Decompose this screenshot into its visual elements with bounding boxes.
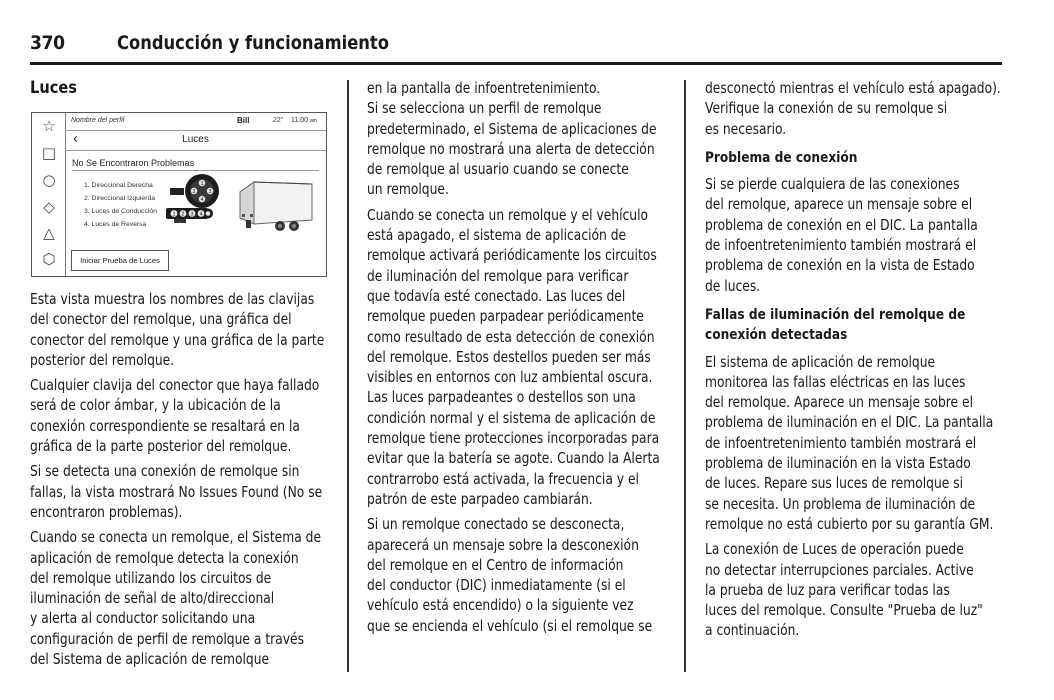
text-line: fallas, la vista mostrará No Issues Found (No se xyxy=(30,482,323,501)
pin-label: 1 xyxy=(200,181,204,187)
text-line: Esta vista muestra los nombres de las clavijas xyxy=(30,290,315,308)
pin-item: 2. Direccional Izquierda xyxy=(84,195,156,202)
text-line: que se encienda el vehículo (si el remolque se xyxy=(367,616,653,635)
text-line: aparecerá un mensaje sobre la desconexión xyxy=(367,535,639,554)
heading-connection-problem xyxy=(705,148,1005,168)
text-line: es necesario. xyxy=(705,119,787,138)
signal-indicator: Bill xyxy=(237,116,250,125)
pin-label: 2 xyxy=(192,189,196,195)
flat-connector xyxy=(166,208,213,223)
pin-item: 1. Direccional Derecha xyxy=(84,182,153,189)
figure-title-bar xyxy=(65,130,326,151)
profile-name: Nombre del perfil xyxy=(71,117,125,124)
connector-graphic xyxy=(162,174,322,244)
text-line: Cualquier clavija del conector que haya fallado xyxy=(30,376,320,395)
text-line: predeterminado, el Sistema de aplicaciones de xyxy=(367,119,657,138)
figure-status-bar xyxy=(65,113,326,131)
text-line: El sistema de aplicación de remolque xyxy=(705,352,936,371)
text-line: será de color ámbar, y la ubicación de la xyxy=(30,396,281,415)
triangle-icon: △ xyxy=(43,224,55,242)
column-3-text xyxy=(705,78,1005,641)
text-line: del conector del remolque, una gráfica del xyxy=(30,310,292,329)
text-line: que todavía esté conectado. Las luces del xyxy=(367,286,626,305)
figure-sidebar xyxy=(32,113,66,276)
status-message: No Se Encontraron Problemas xyxy=(72,158,195,168)
text-line: se necesita. Un problema de iluminación de xyxy=(705,494,976,513)
text-line: vehículo está encendido) o la siguiente vez xyxy=(367,596,634,615)
paragraph xyxy=(367,205,667,509)
pin-label: 4 xyxy=(199,211,203,218)
text-line: del remolque. Estos destellos pueden ser más xyxy=(367,347,651,366)
text-line: luces del remolque. Consulte "Prueba de luz" xyxy=(705,601,983,620)
circle-icon: ○ xyxy=(42,171,56,189)
text-line: visibles en entornos con luz ambiental oscura. xyxy=(367,368,653,387)
page-number: 370 xyxy=(30,32,65,54)
text-line: de infoentretenimiento también mostrará el xyxy=(705,433,977,452)
text-line: Si se pierde cualquiera de las conexiones xyxy=(705,175,960,194)
figure-rule xyxy=(72,170,319,171)
pin-label: 3 xyxy=(208,189,212,195)
text-line: Cuando se conecta un remolque, el Sistema de xyxy=(30,528,322,547)
paragraph xyxy=(705,78,1005,139)
text-line: gráfica de la parte posterior del remolque. xyxy=(30,437,292,456)
infotainment-screen-figure xyxy=(31,112,327,277)
text-line: del remolque en el Centro de información xyxy=(367,555,624,574)
diamond-icon: ◇ xyxy=(43,198,55,216)
text-line: del remolque utilizando los circuitos de xyxy=(30,568,272,587)
screen-title: Luces xyxy=(182,134,209,145)
text-line: de remolque al usuario cuando se conecte xyxy=(367,160,629,179)
hexagon-icon: ⬡ xyxy=(42,250,56,268)
pin-label: 4 xyxy=(200,197,204,203)
section-title: Luces xyxy=(30,78,78,98)
paragraph xyxy=(30,527,330,669)
text-line: Verifique la conexión de su remolque si xyxy=(705,99,948,118)
text-line: un remolque. xyxy=(367,180,449,199)
text-line: conexión detectadas xyxy=(705,327,848,344)
text-line: de iluminación del remolque para verificar xyxy=(367,266,629,285)
paragraph xyxy=(30,375,330,456)
column-1 xyxy=(30,78,330,674)
text-line: monitorea las fallas eléctricas en las luces xyxy=(705,372,966,391)
column-3 xyxy=(705,78,1005,646)
text-line: remolque pueden parpadear periódicamente xyxy=(367,307,644,326)
text-line: del Sistema de aplicación de remolque xyxy=(30,650,270,669)
page-header xyxy=(30,30,1002,64)
text-line: en la pantalla de infoentretenimiento. xyxy=(367,79,601,97)
star-icon: ☆ xyxy=(42,117,56,135)
trailer-rear-graphic xyxy=(240,182,312,231)
text-line: del remolque. Aparece un mensaje sobre el xyxy=(705,393,974,412)
paragraph xyxy=(367,514,667,636)
text-line: iluminación de señal de alto/direccional xyxy=(30,589,275,608)
chapter-title: Conducción y funcionamiento xyxy=(117,32,389,54)
text-line: evitar que la batería se agote. Cuando la Alerta xyxy=(367,449,660,468)
start-light-test-button[interactable]: Iniciar Prueba de Luces xyxy=(71,250,169,271)
text-line: Cuando se conecta un remolque y el vehículo xyxy=(367,205,649,224)
text-line: como resultado de esta detección de conexión xyxy=(367,327,655,346)
text-line: aplicación de remolque detecta la conexión xyxy=(30,548,299,567)
text-line: remolque no está cubierto por su garantía GM. xyxy=(705,514,994,533)
text-line: remolque activará periódicamente los circuitos xyxy=(367,246,657,265)
text-line: Las luces parpadeantes o destellos son una xyxy=(367,388,636,407)
text-line: problema de conexión en el DIC. La pantalla xyxy=(705,215,978,234)
heading-lighting-faults xyxy=(705,305,1005,346)
pin-label: 3 xyxy=(190,211,194,218)
pin-label: 2 xyxy=(181,211,185,218)
paragraph xyxy=(30,289,330,370)
paragraph xyxy=(367,78,667,200)
round-connector xyxy=(170,174,219,208)
column-2 xyxy=(367,78,667,641)
column-divider xyxy=(684,80,686,672)
text-line: Si se detecta una conexión de remolque sin xyxy=(30,462,300,481)
text-line: no detectar interrupciones parciales. Active xyxy=(705,560,974,579)
text-line: de infoentretenimiento también mostrará el xyxy=(705,236,977,255)
text-line: problema de iluminación en la vista Estado xyxy=(705,454,971,473)
text-line: de luces. Repare sus luces de remolque si xyxy=(705,474,964,493)
pin-item: 3. Luces de Conducción xyxy=(84,208,157,215)
paragraph xyxy=(705,174,1005,296)
pin-label: 1 xyxy=(172,211,176,218)
pin-list xyxy=(84,179,157,231)
text-line: problema de conexión en la vista de Estado xyxy=(705,256,975,275)
text-line: encontraron problemas). xyxy=(30,502,183,521)
temperature: 22° xyxy=(273,117,284,124)
column-divider xyxy=(347,80,349,672)
pin-item: 4. Luces de Reversa xyxy=(84,221,147,228)
text-line: posterior del remolque. xyxy=(30,350,175,369)
text-line: problema de iluminación en el DIC. La pantalla xyxy=(705,413,994,432)
text-line: Si se selecciona un perfil de remolque xyxy=(367,99,602,118)
text-line: patrón de este parpadeo cambiarán. xyxy=(367,489,593,508)
text-line: configuración de perfil de remolque a través xyxy=(30,629,304,648)
text-line: y alerta al conductor solicitando una xyxy=(30,609,256,628)
text-line: La conexión de Luces de operación puede xyxy=(705,540,964,559)
paragraph xyxy=(30,461,330,522)
text-line: Si un remolque conectado se desconecta, xyxy=(367,515,625,534)
text-line: está apagado, el sistema de aplicación de xyxy=(367,226,627,245)
text-line: Fallas de iluminación del remolque de xyxy=(705,306,966,323)
text-line: del conductor (DIC) inmediatamente (si el xyxy=(367,576,626,595)
text-line: conexión correspondiente se resaltará en la xyxy=(30,416,300,435)
text-line: contrarrobo está activada, la frecuencia y el xyxy=(367,469,639,488)
text-line: de luces. xyxy=(705,276,761,295)
back-chevron-icon: ‹ xyxy=(73,130,78,147)
column-1-text xyxy=(30,289,330,669)
text-line: conector del remolque y una gráfica de la parte xyxy=(30,330,325,349)
text-line: la prueba de luz para verificar todas las xyxy=(705,580,950,599)
header-rule xyxy=(30,62,1002,65)
square-icon: □ xyxy=(41,144,57,162)
text-line: desconectó mientras el vehículo está apagado). xyxy=(705,79,1001,97)
text-line: Problema de conexión xyxy=(705,149,858,166)
text-line: del remolque, aparece un mensaje sobre el xyxy=(705,195,973,214)
paragraph xyxy=(705,352,1005,535)
clock: 11:00 am xyxy=(291,117,317,124)
column-2-text xyxy=(367,78,667,636)
text-line: remolque tiene protecciones incorporadas para xyxy=(367,429,660,448)
text-line: a continuación. xyxy=(705,621,800,640)
paragraph xyxy=(705,539,1005,640)
text-line: condición normal y el sistema de aplicación de xyxy=(367,408,656,427)
text-line: remolque no mostrará una alerta de detección xyxy=(367,139,655,158)
